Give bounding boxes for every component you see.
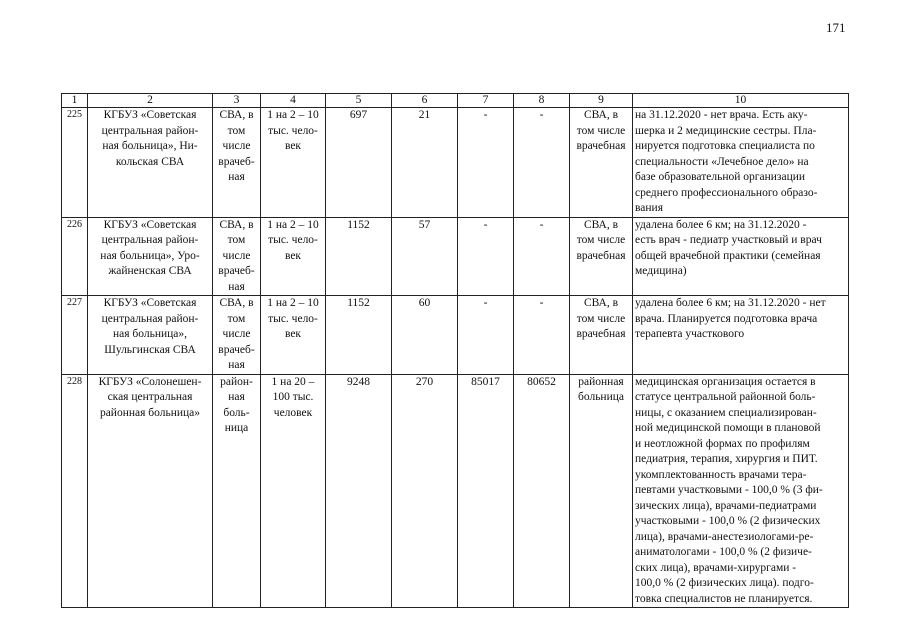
org-type: район- ная боль- ница bbox=[213, 374, 261, 608]
value-col5: 9248 bbox=[326, 374, 392, 608]
table-row bbox=[62, 296, 849, 375]
value-col6: 21 bbox=[392, 108, 458, 218]
org-name: КГБУЗ «Советская центральная район- ная больница», Ни- кольская СВА bbox=[88, 108, 213, 218]
value-col7: - bbox=[458, 296, 514, 375]
value-col6: 60 bbox=[392, 296, 458, 375]
note: удалена более 6 км; на 31.12.2020 - нет врача. Планируется подготовка врача терапевта участкового bbox=[633, 296, 849, 375]
value-col6: 270 bbox=[392, 374, 458, 608]
header-cell: 9 bbox=[570, 94, 633, 108]
header-cell: 3 bbox=[213, 94, 261, 108]
status-type: районная больница bbox=[570, 374, 633, 608]
status-type: СВА, в том числе врачебная bbox=[570, 296, 633, 375]
note: на 31.12.2020 - нет врача. Есть аку- шерка и 2 медицинские сестры. Пла- нируется подготовка специалиста по специальности «Лечебное дело» на базе образовательной организации среднего профессионального образо- вания bbox=[633, 108, 849, 218]
header-cell: 8 bbox=[514, 94, 570, 108]
value-col8: - bbox=[514, 217, 570, 296]
row-number: 225 bbox=[62, 108, 88, 218]
header-row bbox=[62, 94, 849, 108]
note: медицинская организация остается в статусе центральной районной боль- ницы, с оказанием специализирован- ной медицинской помощи в плановой и неотложной формах по профилям педиатрия, терапия, хирургия и ПИТ. укомплектованность врачами тера- певтами участковыми - 100,0 % (3 фи- зических лица), врачами-педиатрами участковыми - 100,0 % (2 физических лица), врачами-анестезиологами-ре- аниматологами - 100,0 % (2 физиче- ских лица), врачами-хирургами - 100,0 % (2 физических лица). подго- товка специалистов не планируется. bbox=[633, 374, 849, 608]
status-type: СВА, в том числе врачебная bbox=[570, 217, 633, 296]
value-col8: - bbox=[514, 296, 570, 375]
row-number: 227 bbox=[62, 296, 88, 375]
population-ratio: 1 на 20 – 100 тыс. человек bbox=[261, 374, 326, 608]
org-name: КГБУЗ «Солонешен- ская центральная районная больница» bbox=[88, 374, 213, 608]
status-type: СВА, в том числе врачебная bbox=[570, 108, 633, 218]
value-col8: - bbox=[514, 108, 570, 218]
header-cell: 1 bbox=[62, 94, 88, 108]
page-number: 171 bbox=[826, 20, 846, 35]
note: удалена более 6 км; на 31.12.2020 - есть врач - педиатр участковый и врач общей врачебной практики (семейная медицина) bbox=[633, 217, 849, 296]
table-row bbox=[62, 374, 849, 608]
table-row bbox=[62, 108, 849, 218]
org-name: КГБУЗ «Советская центральная район- ная больница», Уро- жайненская СВА bbox=[88, 217, 213, 296]
row-number: 228 bbox=[62, 374, 88, 608]
header-cell: 6 bbox=[392, 94, 458, 108]
value-col5: 1152 bbox=[326, 217, 392, 296]
org-type: СВА, в том числе врачеб- ная bbox=[213, 108, 261, 218]
org-type: СВА, в том числе врачеб- ная bbox=[213, 217, 261, 296]
population-ratio: 1 на 2 – 10 тыс. чело- век bbox=[261, 108, 326, 218]
data-table bbox=[61, 93, 849, 608]
value-col8: 80652 bbox=[514, 374, 570, 608]
header-cell: 10 bbox=[633, 94, 849, 108]
org-type: СВА, в том числе врачеб- ная bbox=[213, 296, 261, 375]
header-cell: 2 bbox=[88, 94, 213, 108]
org-name: КГБУЗ «Советская центральная район- ная больница», Шульгинская СВА bbox=[88, 296, 213, 375]
table-row bbox=[62, 217, 849, 296]
data-table-container bbox=[61, 93, 848, 608]
value-col7: 85017 bbox=[458, 374, 514, 608]
header-cell: 7 bbox=[458, 94, 514, 108]
value-col7: - bbox=[458, 108, 514, 218]
header-cell: 5 bbox=[326, 94, 392, 108]
population-ratio: 1 на 2 – 10 тыс. чело- век bbox=[261, 296, 326, 375]
value-col5: 1152 bbox=[326, 296, 392, 375]
value-col6: 57 bbox=[392, 217, 458, 296]
value-col7: - bbox=[458, 217, 514, 296]
value-col5: 697 bbox=[326, 108, 392, 218]
header-cell: 4 bbox=[261, 94, 326, 108]
population-ratio: 1 на 2 – 10 тыс. чело- век bbox=[261, 217, 326, 296]
row-number: 226 bbox=[62, 217, 88, 296]
